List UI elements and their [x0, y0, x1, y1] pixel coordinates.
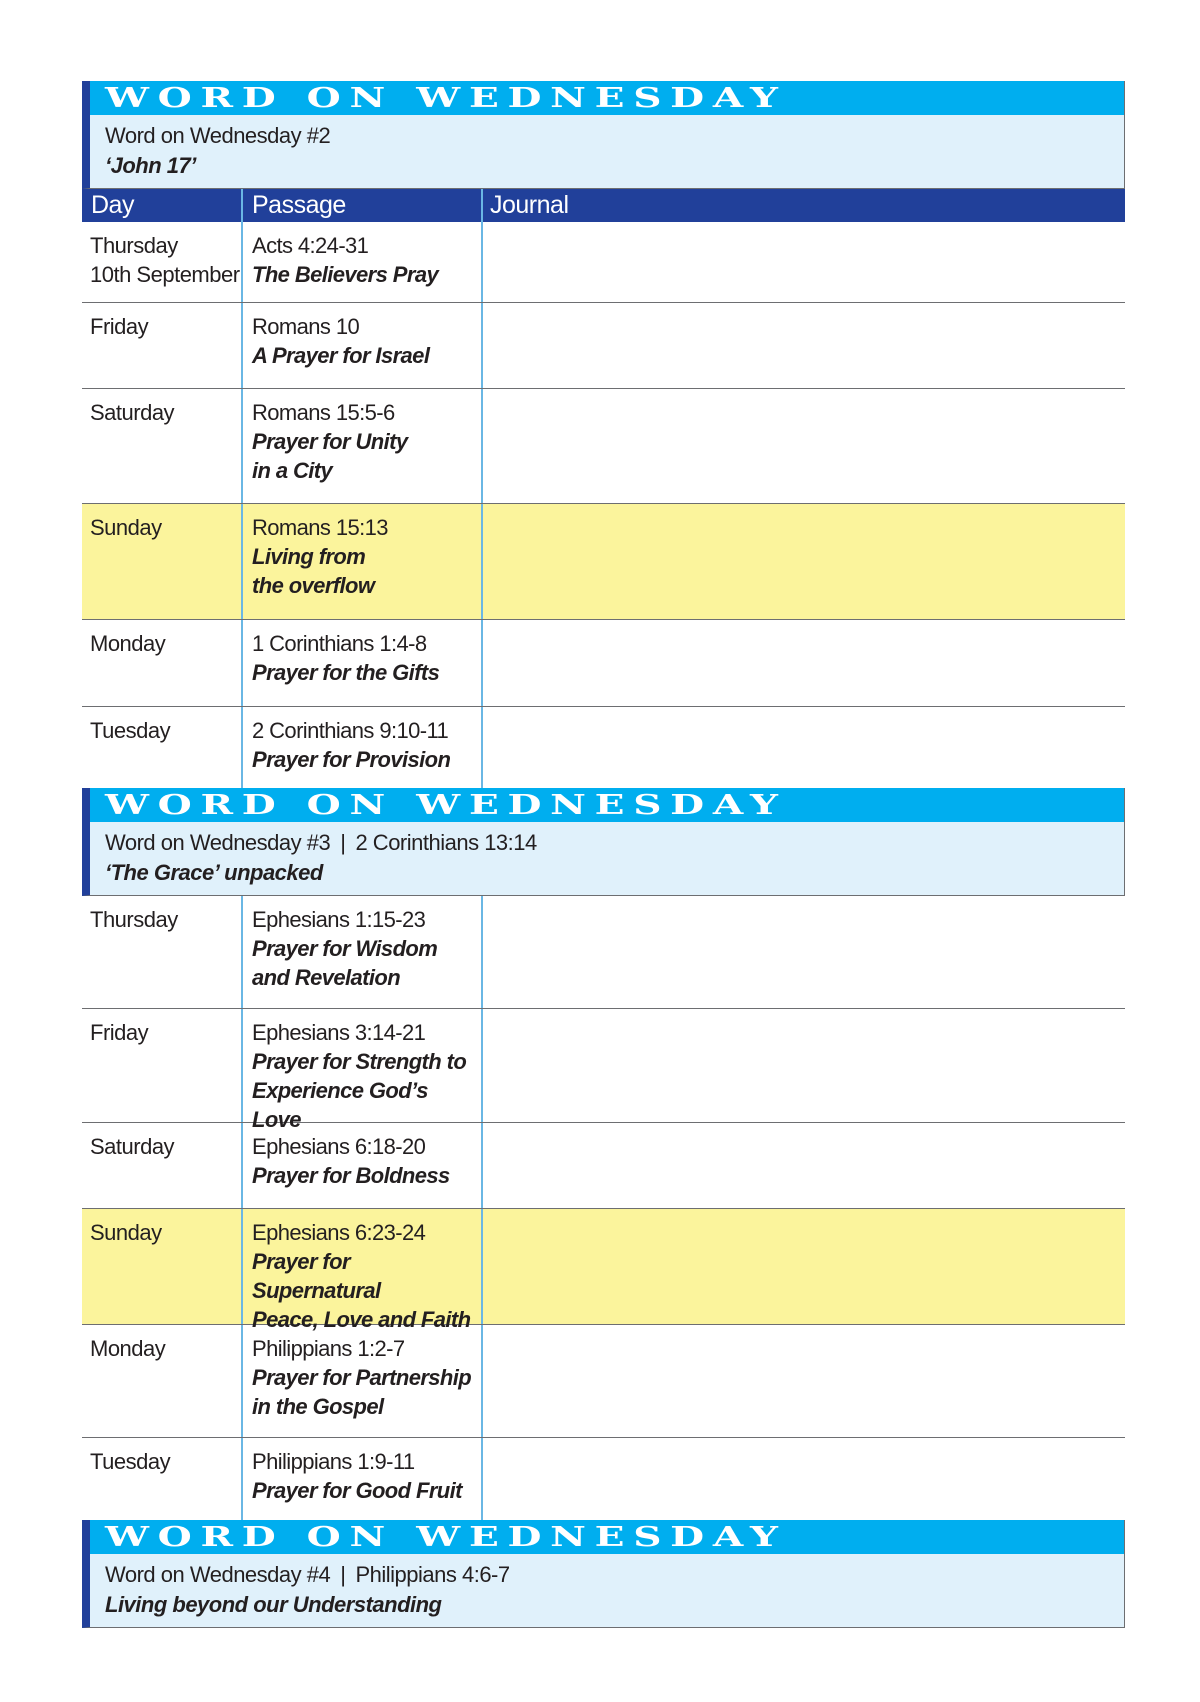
day-cell [82, 707, 241, 788]
passage-cell [241, 620, 481, 706]
wow-band-title: WORD ON WEDNESDAY [105, 82, 787, 114]
day-label: Thursday [90, 907, 178, 932]
passage-title: Prayer for the Gifts [252, 660, 440, 685]
day-label: Friday [90, 1020, 149, 1045]
passage-cell [241, 389, 481, 503]
passage-cell [241, 1325, 481, 1437]
wow-topic: ‘The Grace’ unpacked [105, 860, 323, 885]
wow-body [90, 1554, 1124, 1627]
passage-reference: Ephesians 3:14-21 [252, 1020, 426, 1045]
passage-reference: 1 Corinthians 1:4-8 [252, 631, 427, 656]
day-label: Tuesday [90, 718, 171, 743]
journal-entry-cell[interactable] [481, 1209, 1125, 1324]
journal-entry-cell[interactable] [481, 707, 1125, 788]
wow-number: Word on Wednesday #4 [105, 1562, 331, 1587]
week-2-table [82, 896, 1125, 1520]
day-cell [82, 1325, 241, 1437]
day-label: Sunday [90, 1220, 162, 1245]
date-label: 10th September [90, 262, 240, 287]
wow-number: Word on Wednesday #2 [105, 123, 331, 148]
table-row [82, 1123, 1125, 1209]
passage-title: Prayer for Boldness [252, 1163, 450, 1188]
passage-reference: Acts 4:24-31 [252, 233, 369, 258]
table-row [82, 1009, 1125, 1132]
passage-reference: Ephesians 1:15-23 [252, 907, 426, 932]
wow-body [90, 115, 1124, 188]
table-row [82, 707, 1125, 788]
day-cell [82, 222, 241, 302]
journal-entry-cell[interactable] [481, 896, 1125, 1008]
day-label: Saturday [90, 400, 175, 425]
wow-body [90, 822, 1124, 895]
passage-reference: Philippians 1:9-11 [252, 1449, 415, 1474]
passage-cell [241, 222, 481, 302]
day-label: Monday [90, 631, 166, 656]
passage-reference: Romans 10 [252, 314, 360, 339]
wow-band [90, 1520, 1124, 1554]
wow-reference: Philippians 4:6-7 [355, 1562, 510, 1587]
table-row [82, 303, 1125, 389]
passage-cell [241, 1209, 481, 1332]
wow-band-title: WORD ON WEDNESDAY [105, 789, 787, 821]
table-row [82, 896, 1125, 1009]
table-row [82, 620, 1125, 707]
separator: | [340, 1562, 346, 1587]
journal-entry-cell[interactable] [481, 1325, 1125, 1437]
day-label: Thursday [90, 233, 178, 258]
wow-band-title: WORD ON WEDNESDAY [105, 1521, 787, 1553]
wow-subtitle [105, 121, 1109, 151]
passage-reference: 2 Corinthians 9:10-11 [252, 718, 449, 743]
wow-band [90, 81, 1124, 115]
wow-subtitle [105, 828, 1109, 858]
wow-section-3 [82, 788, 1125, 896]
table-row [82, 1438, 1125, 1520]
week-1-table [82, 222, 1125, 788]
passage-title: Prayer for Unity in a City [252, 429, 408, 483]
passage-title: Living from the overflow [252, 544, 375, 598]
passage-reference: Ephesians 6:23-24 [252, 1220, 426, 1245]
day-cell [82, 389, 241, 503]
journal-entry-cell[interactable] [481, 1009, 1125, 1122]
journal-entry-cell[interactable] [481, 620, 1125, 706]
day-cell [82, 896, 241, 1008]
passage-title: A Prayer for Israel [252, 343, 430, 368]
passage-reference: Ephesians 6:18-20 [252, 1134, 426, 1159]
table-header [82, 189, 1125, 222]
passage-title: Prayer for Good Fruit [252, 1478, 462, 1503]
wow-topic: ‘John 17’ [105, 153, 196, 178]
day-cell [82, 1009, 241, 1122]
passage-title: Prayer for Supernatural Peace, Love and Faith [252, 1249, 471, 1332]
wow-number: Word on Wednesday #3 [105, 830, 331, 855]
passage-cell [241, 303, 481, 388]
day-cell [82, 1209, 241, 1324]
table-row [82, 504, 1125, 620]
passage-cell [241, 707, 481, 788]
header-day: Day [91, 191, 134, 219]
passage-cell [241, 1009, 481, 1132]
day-label: Tuesday [90, 1449, 171, 1474]
wow-subtitle [105, 1560, 1109, 1590]
day-label: Saturday [90, 1134, 175, 1159]
day-cell [82, 504, 241, 619]
passage-title: The Believers Pray [252, 262, 439, 287]
passage-cell [241, 1123, 481, 1208]
journal-entry-cell[interactable] [481, 303, 1125, 388]
separator: | [340, 830, 346, 855]
table-row [82, 1209, 1125, 1332]
passage-cell [241, 896, 481, 1008]
passage-title: Prayer for Wisdom and Revelation [252, 936, 438, 990]
journal-entry-cell[interactable] [481, 504, 1125, 619]
passage-cell [241, 504, 481, 619]
table-row [82, 222, 1125, 303]
wow-topic: Living beyond our Understanding [105, 1592, 442, 1617]
passage-title: Prayer for Partnership in the Gospel [252, 1365, 472, 1419]
day-label: Monday [90, 1336, 166, 1361]
day-cell [82, 303, 241, 388]
journal-entry-cell[interactable] [481, 389, 1125, 503]
wow-band [90, 788, 1124, 822]
day-label: Sunday [90, 515, 162, 540]
wow-reference: 2 Corinthians 13:14 [355, 830, 537, 855]
header-passage: Passage [241, 189, 481, 222]
journal-page [82, 81, 1125, 1628]
passage-title: Prayer for Strength to Experience God’s Love [252, 1049, 467, 1132]
day-label: Friday [90, 314, 149, 339]
passage-reference: Romans 15:13 [252, 515, 388, 540]
journal-entry-cell[interactable] [481, 1438, 1125, 1520]
passage-reference: Romans 15:5-6 [252, 400, 395, 425]
header-journal: Journal [481, 189, 1125, 222]
wow-section-4 [82, 1520, 1125, 1628]
journal-entry-cell[interactable] [481, 222, 1125, 302]
day-cell [82, 620, 241, 706]
journal-entry-cell[interactable] [481, 1123, 1125, 1208]
day-cell [82, 1123, 241, 1208]
passage-title: Prayer for Provision [252, 747, 451, 772]
table-row [82, 1325, 1125, 1438]
wow-section-2 [82, 81, 1125, 189]
day-cell [82, 1438, 241, 1520]
passage-reference: Philippians 1:2-7 [252, 1336, 405, 1361]
passage-cell [241, 1438, 481, 1520]
table-row [82, 389, 1125, 504]
